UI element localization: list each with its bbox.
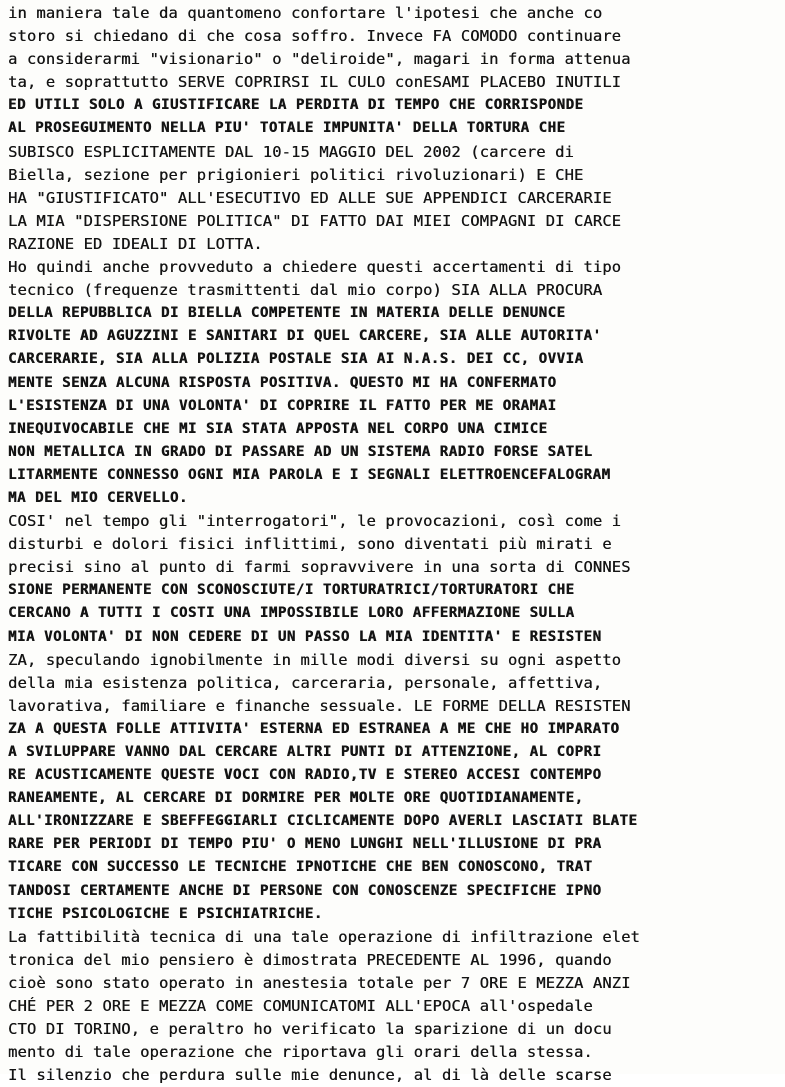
text-line: precisi sino al punto di farmi sopravvivere in una sorta di CONNES	[8, 558, 631, 577]
text-line: DELLA REPUBBLICA DI BIELLA COMPETENTE IN MATERIA DELLE DENUNCE	[8, 305, 566, 322]
text-line: Il silenzio che perdura sulle mie denunce, al di là delle scarse	[8, 1066, 612, 1085]
text-line: ZA A QUESTA FOLLE ATTIVITA' ESTERNA ED ESTRANEA A ME CHE HO IMPARATO	[8, 720, 620, 737]
text-line: ED UTILI SOLO A GIUSTIFICARE LA PERDITA DI TEMPO CHE CORRISPONDE	[8, 97, 584, 114]
text-line: ALL'IRONIZZARE E SBEFFEGGIARLI CICLICAMENTE DOPO AVERLI LASCIATI BLATE	[8, 813, 638, 830]
text-line: ZA, speculando ignobilmente in mille modi diversi su ogni aspetto	[8, 650, 622, 669]
text-line: MIA VOLONTA' DI NON CEDERE DI UN PASSO LA MIA IDENTITA' E RESISTEN	[8, 628, 602, 645]
text-line: RANEAMENTE, AL CERCARE DI DORMIRE PER MOLTE ORE QUOTIDIANAMENTE,	[8, 790, 584, 807]
text-line: CTO DI TORINO, e peraltro ho verificato la sparizione di un docu	[8, 1020, 612, 1039]
text-line: MENTE SENZA ALCUNA RISPOSTA POSITIVA. QUESTO MI HA CONFERMATO	[8, 374, 557, 391]
text-line: L'ESISTENZA DI UNA VOLONTA' DI COPRIRE IL FATTO PER ME ORAMAI	[8, 397, 557, 414]
text-line: La fattibilità tecnica di una tale operazione di infiltrazione elet	[8, 927, 640, 946]
text-line: MA DEL MIO CERVELLO.	[8, 489, 188, 506]
text-line: ta, e soprattutto SERVE COPRIRSI IL CULO conESAMI PLACEBO INUTILI	[8, 73, 622, 92]
text-line: TANDOSI CERTAMENTE ANCHE DI PERSONE CON CONOSCENZE SPECIFICHE IPNO	[8, 882, 602, 899]
text-line: LA MIA "DISPERSIONE POLITICA" DI FATTO DAI MIEI COMPAGNI DI CARCE	[8, 211, 622, 230]
text-line: SIONE PERMANENTE CON SCONOSCIUTE/I TORTURATRICI/TORTURATORI CHE	[8, 582, 575, 599]
text-line: cioè sono stato operato in anestesia totale per 7 ORE E MEZZA ANZI	[8, 973, 631, 992]
text-line: RARE PER PERIODI DI TEMPO PIU' O MENO LUNGHI NELL'ILLUSIONE DI PRA	[8, 836, 602, 853]
text-line: CHÉ PER 2 ORE E MEZZA COME COMUNICATOMI ALL'EPOCA all'ospedale	[8, 997, 593, 1016]
text-line: CERCANO A TUTTI I COSTI UNA IMPOSSIBILE LORO AFFERMAZIONE SULLA	[8, 605, 575, 622]
text-line: LITARMENTE CONNESSO OGNI MIA PAROLA E I SEGNALI ELETTROENCEFALOGRAM	[8, 466, 611, 483]
text-line: lavorativa, familiare e finanche sessuale. LE FORME DELLA RESISTEN	[8, 696, 631, 715]
text-line: CARCERARIE, SIA ALLA POLIZIA POSTALE SIA AI N.A.S. DEI CC, OVVIA	[8, 351, 584, 368]
text-line: RIVOLTE AD AGUZZINI E SANITARI DI QUEL CARCERE, SIA ALLE AUTORITA'	[8, 328, 602, 345]
text-line: HA "GIUSTIFICATO" ALL'ESECUTIVO ED ALLE SUE APPENDICI CARCERARIE	[8, 188, 612, 207]
text-line: NON METALLICA IN GRADO DI PASSARE AD UN SISTEMA RADIO FORSE SATEL	[8, 443, 593, 460]
typewritten-text	[8, 2, 780, 1087]
text-line: TICARE CON SUCCESSO LE TECNICHE IPNOTICHE CHE BEN CONOSCONO, TRAT	[8, 859, 593, 876]
text-line: SUBISCO ESPLICITAMENTE DAL 10-15 MAGGIO DEL 2002 (carcere di	[8, 142, 574, 161]
text-line: a considerarmi "visionario" o "deliroide", magari in forma attenua	[8, 50, 631, 69]
text-line: mento di tale operazione che riportava gli orari della stessa.	[8, 1043, 593, 1062]
text-line: A SVILUPPARE VANNO DAL CERCARE ALTRI PUNTI DI ATTENZIONE, AL COPRI	[8, 744, 602, 760]
text-line: in maniera tale da quantomeno confortare l'ipotesi che anche co	[8, 4, 603, 22]
text-line: storo si chiedano di che cosa soffro. Invece FA COMODO continuare	[8, 27, 622, 46]
text-line: tecnico (frequenze trasmittenti dal mio corpo) SIA ALLA PROCURA	[8, 281, 603, 300]
text-line: INEQUIVOCABILE CHE MI SIA STATA APPOSTA NEL CORPO UNA CIMICE	[8, 420, 548, 437]
text-line: della mia esistenza politica, carceraria, personale, affettiva,	[8, 673, 603, 692]
text-line: Biella, sezione per prigionieri politici rivoluzionari) E CHE	[8, 165, 584, 184]
text-line: RAZIONE ED IDEALI DI LOTTA.	[8, 234, 263, 253]
text-line: AL PROSEGUIMENTO NELLA PIU' TOTALE IMPUNITA' DELLA TORTURA CHE	[8, 120, 566, 137]
text-line: RE ACUSTICAMENTE QUESTE VOCI CON RADIO,TV E STEREO ACCESI CONTEMPO	[8, 767, 602, 784]
text-line: disturbi e dolori fisici inflittimi, sono diventati più mirati e	[8, 535, 612, 554]
text-line: tronica del mio pensiero è dimostrata PRECEDENTE AL 1996, quando	[8, 950, 612, 969]
text-line: COSI' nel tempo gli "interrogatori", le provocazioni, così come i	[8, 512, 622, 531]
text-line: Ho quindi anche provveduto a chiedere questi accertamenti di tipo	[8, 258, 622, 277]
text-line: TICHE PSICOLOGICHE E PSICHIATRICHE.	[8, 905, 323, 922]
